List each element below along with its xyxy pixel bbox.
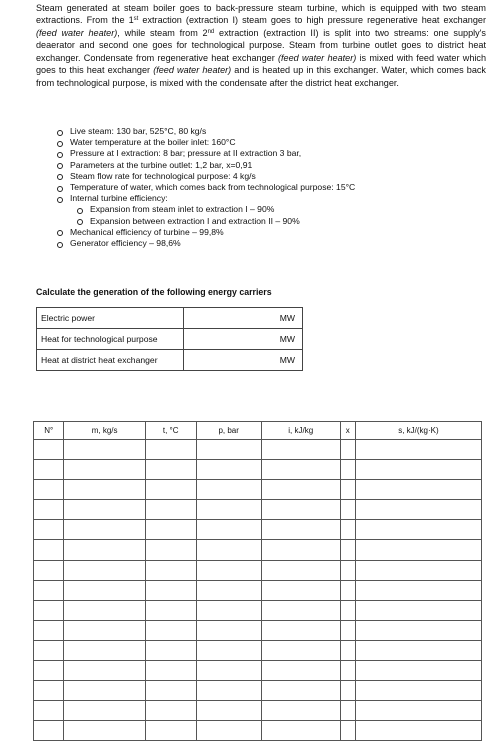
column-header-number: N°: [34, 422, 64, 440]
table-cell[interactable]: [34, 520, 64, 540]
table-cell[interactable]: [145, 560, 196, 580]
circle-bullet-icon: [57, 242, 63, 248]
intro-text: , while steam from 2: [117, 27, 208, 38]
table-cell[interactable]: [34, 661, 64, 681]
table-row: [34, 540, 482, 560]
parameter-text: Internal turbine efficiency:: [70, 193, 168, 204]
parameter-text: Water temperature at the boiler inlet: 160°C: [70, 137, 236, 148]
table-cell[interactable]: [355, 661, 481, 681]
table-cell[interactable]: [340, 620, 355, 640]
italic-term: (feed water heater): [153, 65, 232, 76]
table-cell[interactable]: [355, 520, 481, 540]
table-cell[interactable]: [196, 620, 261, 640]
table-cell[interactable]: [34, 580, 64, 600]
table-cell[interactable]: [145, 520, 196, 540]
table-cell[interactable]: [34, 480, 64, 500]
table-cell[interactable]: [145, 620, 196, 640]
table-cell[interactable]: [340, 520, 355, 540]
superscript: nd: [207, 28, 215, 35]
table-cell[interactable]: [196, 560, 261, 580]
carrier-unit: MW: [279, 334, 295, 344]
table-cell[interactable]: [64, 460, 145, 480]
table-cell[interactable]: [261, 620, 340, 640]
table-cell[interactable]: [355, 500, 481, 520]
table-cell[interactable]: [261, 580, 340, 600]
table-cell[interactable]: [64, 560, 145, 580]
table-cell[interactable]: [261, 701, 340, 721]
table-cell[interactable]: [355, 600, 481, 620]
table-cell[interactable]: [145, 600, 196, 620]
carrier-label: Heat at district heat exchanger: [37, 350, 184, 371]
table-row: [34, 661, 482, 681]
circle-bullet-icon: [57, 163, 63, 169]
table-cell[interactable]: [340, 460, 355, 480]
table-cell[interactable]: [355, 681, 481, 701]
parameter-list: [56, 126, 355, 249]
parameter-item: [56, 160, 355, 171]
table-cell[interactable]: [355, 640, 481, 660]
table-cell[interactable]: [196, 721, 261, 741]
parameter-text: Parameters at the turbine outlet: 1,2 bar, x=0,91: [70, 159, 253, 170]
table-row: [34, 600, 482, 620]
circle-bullet-icon: [57, 141, 63, 147]
table-cell[interactable]: [34, 460, 64, 480]
table-cell[interactable]: [64, 520, 145, 540]
table-cell[interactable]: [261, 520, 340, 540]
table-row: [37, 329, 303, 350]
table-cell[interactable]: [261, 460, 340, 480]
table-cell[interactable]: [196, 681, 261, 701]
table-cell[interactable]: [64, 580, 145, 600]
table-cell[interactable]: [261, 480, 340, 500]
table-cell[interactable]: [340, 540, 355, 560]
intro-text: Steam generated at steam boiler goes to back-pressure steam turbine, which is equipped with two steam extractions. From the 1: [36, 3, 486, 26]
parameter-text: Expansion between extraction I and extraction II – 90%: [90, 215, 300, 226]
parameter-sub-item: [76, 204, 355, 215]
carrier-unit: MW: [279, 355, 295, 365]
intro-text: extraction (extraction I) steam goes to high pressure regenerative heat exchanger: [138, 15, 486, 26]
table-row: [34, 520, 482, 540]
table-row: [34, 460, 482, 480]
table-cell[interactable]: [355, 540, 481, 560]
table-cell[interactable]: [34, 640, 64, 660]
table-cell[interactable]: [261, 560, 340, 580]
table-cell[interactable]: [196, 580, 261, 600]
table-cell[interactable]: [261, 600, 340, 620]
table-cell[interactable]: [355, 440, 481, 460]
table-cell[interactable]: [340, 681, 355, 701]
table-cell[interactable]: [196, 440, 261, 460]
table-cell[interactable]: [145, 721, 196, 741]
table-row: [34, 500, 482, 520]
table-row: [34, 560, 482, 580]
intro-text: is mixed with feed water which goes to this heat exchanger: [36, 52, 486, 76]
state-table-body: [34, 440, 482, 741]
table-cell[interactable]: [261, 540, 340, 560]
table-cell[interactable]: [196, 480, 261, 500]
table-cell[interactable]: [340, 580, 355, 600]
italic-term: (feed water heater): [277, 52, 357, 63]
table-cell[interactable]: [355, 701, 481, 721]
parameter-items: [56, 126, 355, 204]
table-cell[interactable]: [145, 681, 196, 701]
table-cell[interactable]: [340, 480, 355, 500]
carrier-value-cell[interactable]: [184, 350, 303, 371]
table-row: [34, 620, 482, 640]
table-cell[interactable]: [145, 540, 196, 560]
circle-bullet-icon: [57, 130, 63, 136]
column-header-temperature: t, °C: [145, 422, 196, 440]
table-cell[interactable]: [64, 620, 145, 640]
table-cell[interactable]: [355, 620, 481, 640]
table-cell[interactable]: [145, 661, 196, 681]
table-cell[interactable]: [64, 721, 145, 741]
task-heading: Calculate the generation of the following energy carriers: [36, 287, 272, 297]
table-cell[interactable]: [261, 721, 340, 741]
parameter-text: Expansion from steam inlet to extraction I – 90%: [90, 204, 275, 215]
table-cell[interactable]: [34, 600, 64, 620]
table-cell[interactable]: [355, 721, 481, 741]
intro-text: and is heated up in this exchanger. Water, which comes back from technological purpose, is mixed with the condensate after the district heat exchanger.: [36, 65, 486, 88]
table-cell[interactable]: [34, 681, 64, 701]
table-cell[interactable]: [34, 440, 64, 460]
table-cell[interactable]: [261, 661, 340, 681]
table-cell[interactable]: [355, 460, 481, 480]
circle-bullet-icon: [77, 219, 83, 225]
table-cell[interactable]: [196, 520, 261, 540]
parameter-item: [56, 148, 355, 159]
table-cell[interactable]: [145, 500, 196, 520]
table-cell[interactable]: [145, 480, 196, 500]
parameter-item: [56, 227, 355, 238]
table-cell[interactable]: [34, 500, 64, 520]
table-row: [34, 440, 482, 460]
table-cell[interactable]: [145, 701, 196, 721]
table-row: [34, 701, 482, 721]
table-row: [34, 480, 482, 500]
table-cell[interactable]: [355, 580, 481, 600]
parameter-item: [56, 126, 355, 137]
table-cell[interactable]: [64, 480, 145, 500]
table-cell[interactable]: [64, 661, 145, 681]
circle-bullet-icon: [57, 197, 63, 203]
column-header-enthalpy: i, kJ/kg: [261, 422, 340, 440]
table-row: [34, 580, 482, 600]
table-cell[interactable]: [340, 600, 355, 620]
table-cell[interactable]: [355, 560, 481, 580]
parameter-item: [56, 137, 355, 148]
table-cell[interactable]: [34, 721, 64, 741]
table-cell[interactable]: [196, 500, 261, 520]
state-points-table: [33, 421, 482, 741]
table-cell[interactable]: [196, 600, 261, 620]
parameter-item: [56, 182, 355, 193]
table-cell[interactable]: [261, 640, 340, 660]
circle-bullet-icon: [57, 230, 63, 236]
carrier-unit: MW: [279, 313, 295, 323]
parameter-sub-item: [76, 216, 355, 227]
carrier-label: Electric power: [37, 308, 184, 329]
table-cell[interactable]: [64, 500, 145, 520]
table-cell[interactable]: [196, 701, 261, 721]
italic-term: (feed water heater): [36, 27, 118, 38]
parameter-text: Temperature of water, which comes back from technological purpose: 15°C: [70, 182, 356, 193]
table-cell[interactable]: [64, 640, 145, 660]
table-cell[interactable]: [34, 620, 64, 640]
parameter-item: [56, 193, 355, 204]
table-cell[interactable]: [340, 701, 355, 721]
superscript: st: [133, 16, 139, 23]
table-row: [34, 681, 482, 701]
table-cell[interactable]: [34, 560, 64, 580]
table-cell[interactable]: [340, 721, 355, 741]
circle-bullet-icon: [57, 186, 63, 192]
table-cell[interactable]: [196, 661, 261, 681]
efficiency-sub-items: [76, 204, 355, 226]
circle-bullet-icon: [57, 174, 63, 180]
parameter-text: Live steam: 130 bar, 525°C, 80 kg/s: [70, 126, 207, 136]
table-cell[interactable]: [64, 681, 145, 701]
table-cell[interactable]: [355, 480, 481, 500]
column-header-pressure: p, bar: [196, 422, 261, 440]
table-cell[interactable]: [64, 540, 145, 560]
column-header-dryness: x: [340, 422, 355, 440]
circle-bullet-icon: [77, 208, 83, 214]
table-cell[interactable]: [145, 460, 196, 480]
table-cell[interactable]: [64, 440, 145, 460]
table-row: [34, 640, 482, 660]
parameter-item: [56, 171, 355, 182]
table-cell[interactable]: [145, 640, 196, 660]
column-header-mass-flow: m, kg/s: [64, 422, 145, 440]
table-header-row: [34, 422, 482, 440]
table-cell[interactable]: [340, 440, 355, 460]
parameter-text: Pressure at I extraction: 8 bar; pressure at II extraction 3 bar,: [70, 148, 302, 159]
intro-text: extraction (extraction II) is split into two streams: one supply's deaerator and second one goes for technological purpose. Steam from turbine outlet goes to district heat exchanger. Condensate from regenerative heat exchanger: [36, 27, 486, 63]
parameter-text: Mechanical efficiency of turbine – 99,8%: [70, 226, 224, 237]
parameter-item: [56, 238, 355, 249]
table-cell[interactable]: [340, 640, 355, 660]
parameter-text: Generator efficiency – 98,6%: [70, 238, 181, 249]
energy-carriers-table: [36, 307, 303, 371]
table-cell[interactable]: [340, 500, 355, 520]
table-cell[interactable]: [145, 580, 196, 600]
table-cell[interactable]: [340, 661, 355, 681]
carrier-value-cell[interactable]: [184, 329, 303, 350]
problem-description: [36, 2, 486, 89]
table-cell[interactable]: [261, 681, 340, 701]
circle-bullet-icon: [57, 152, 63, 158]
parameter-text: Steam flow rate for technological purpose: 4 kg/s: [70, 170, 256, 181]
carrier-value-cell[interactable]: [184, 308, 303, 329]
table-cell[interactable]: [34, 701, 64, 721]
table-cell[interactable]: [196, 460, 261, 480]
parameter-items-after: [56, 227, 355, 249]
table-cell[interactable]: [145, 440, 196, 460]
table-row: [37, 308, 303, 329]
table-cell[interactable]: [34, 540, 64, 560]
table-cell[interactable]: [261, 440, 340, 460]
table-cell[interactable]: [196, 640, 261, 660]
carrier-label: Heat for technological purpose: [37, 329, 184, 350]
table-cell[interactable]: [64, 701, 145, 721]
table-row: [34, 721, 482, 741]
table-cell[interactable]: [196, 540, 261, 560]
table-row: [37, 350, 303, 371]
column-header-entropy: s, kJ/(kg·K): [355, 422, 481, 440]
table-cell[interactable]: [340, 560, 355, 580]
table-cell[interactable]: [261, 500, 340, 520]
table-cell[interactable]: [64, 600, 145, 620]
